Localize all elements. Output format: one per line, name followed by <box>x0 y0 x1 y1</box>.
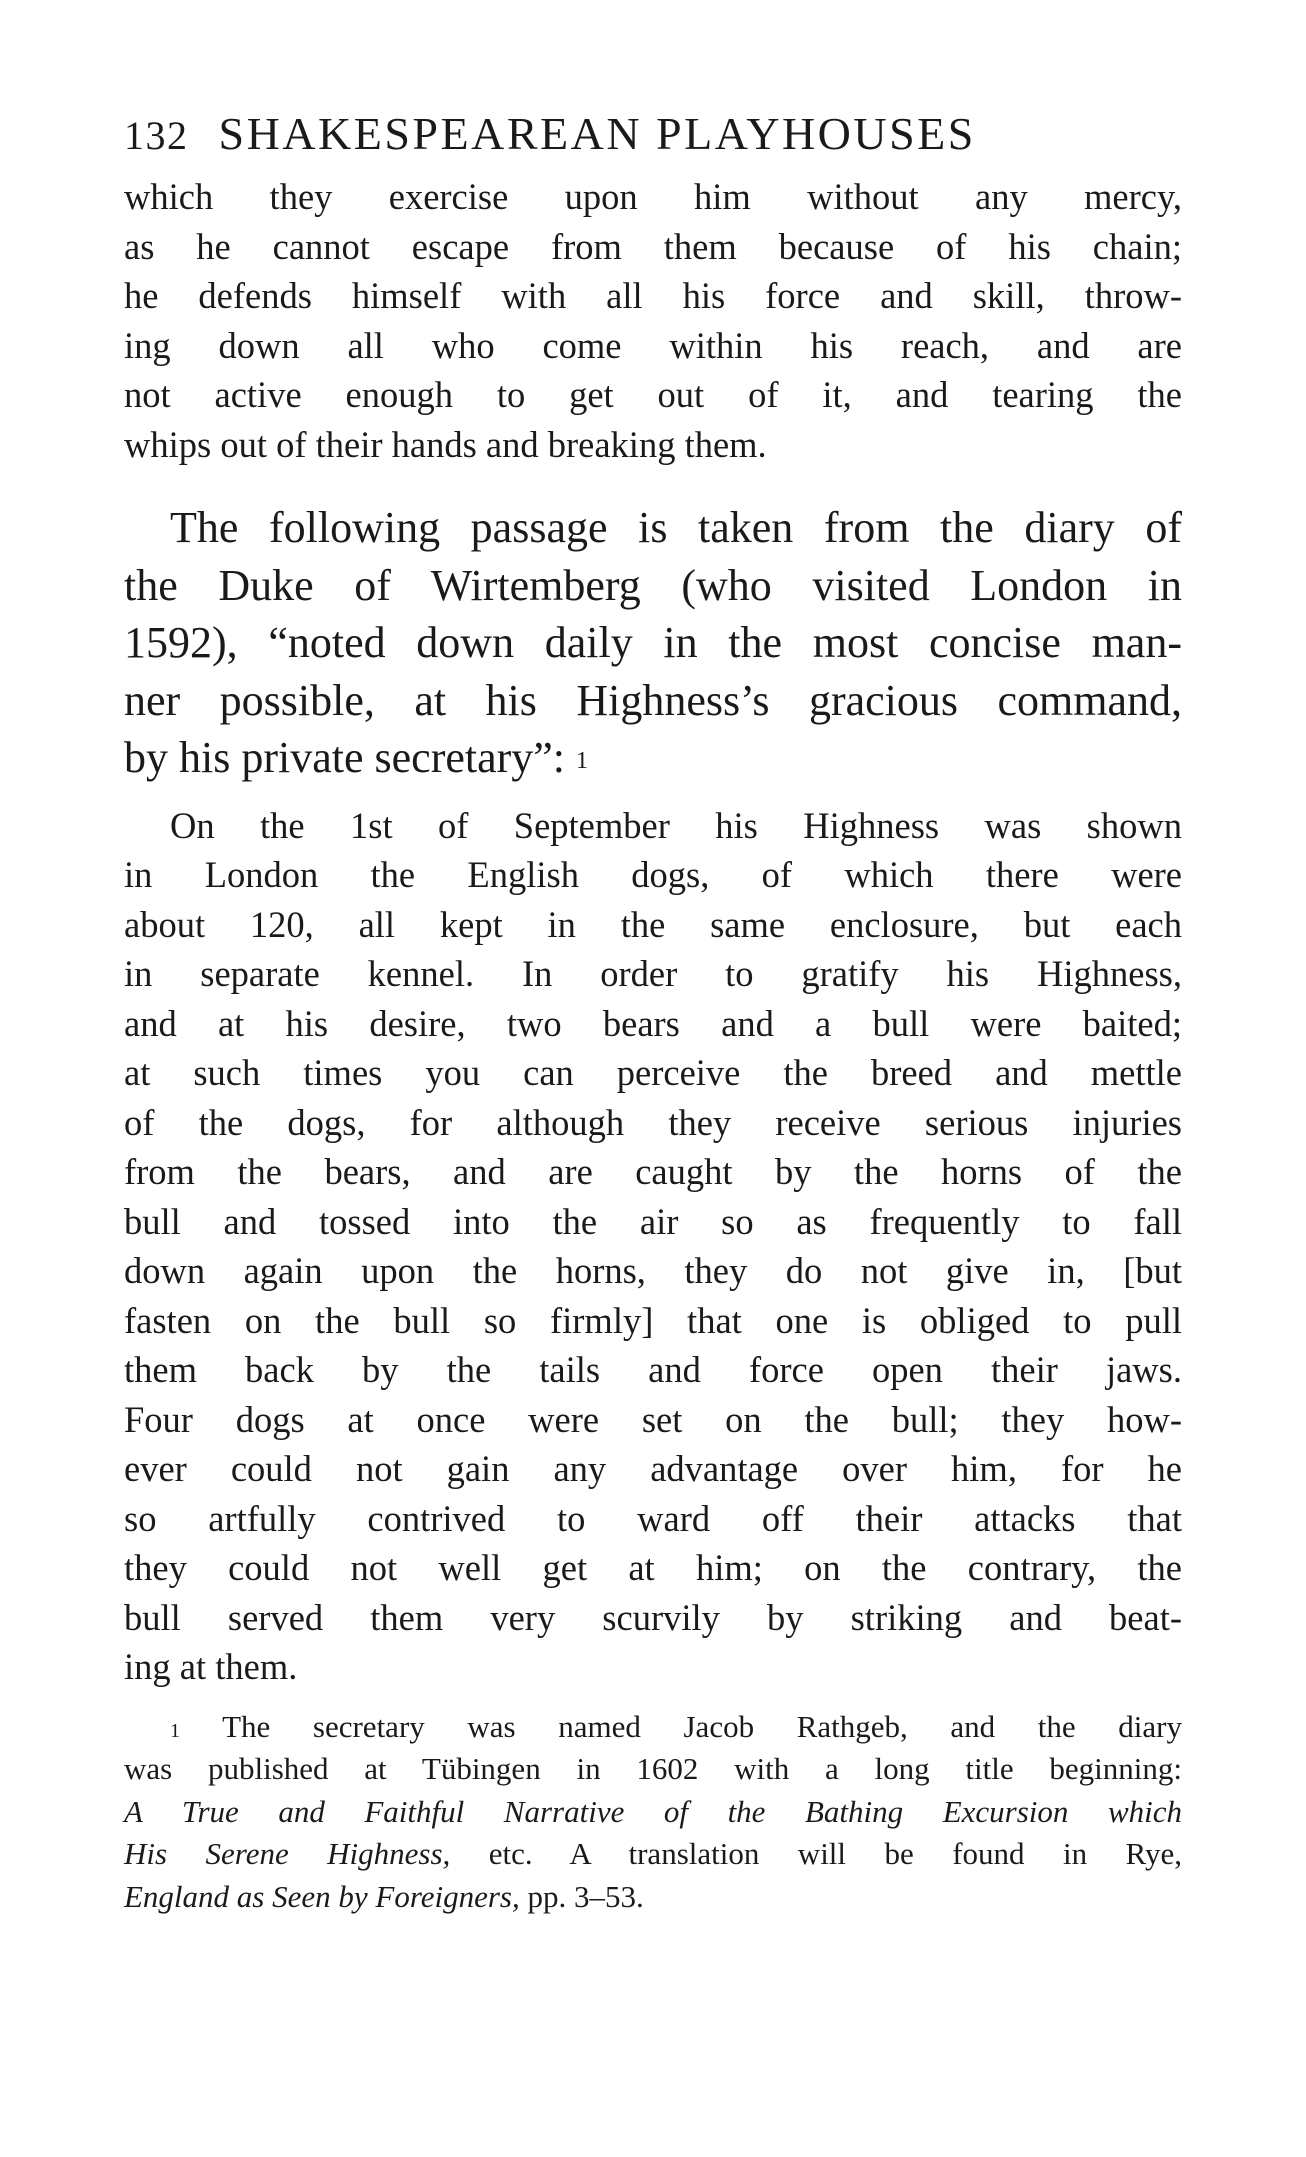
text-line: the Duke of Wirtemberg (who visited London in <box>124 560 1182 610</box>
text-line: them back by the tails and force open their jaws. <box>124 1349 1182 1390</box>
text-line: 1592), “noted down daily in the most concise man- <box>124 618 1182 667</box>
text-line: ing at them. <box>124 1646 298 1687</box>
book-page <box>124 104 1182 1918</box>
footnote-line <box>124 1833 1182 1876</box>
text-line: The following passage is taken from the diary of <box>170 503 1182 552</box>
text-line: down again upon the horns, they do not give in, [but <box>124 1250 1182 1291</box>
footnote-line <box>124 1876 1182 1919</box>
text-line: On the 1st of September his Highness was shown <box>170 804 1182 846</box>
page-number: 132 <box>124 113 189 158</box>
text-line: about 120, all kept in the same enclosure, but each <box>124 903 1182 945</box>
footnote-text: pp. 3–53. <box>519 1878 644 1914</box>
text-line: by his private secretary”: <box>124 733 566 782</box>
text-line: and at his desire, two bears and a bull were baited; <box>124 1002 1182 1044</box>
text-line-with-note <box>124 729 1182 787</box>
text-line: ner possible, at his Highness’s gracious command, <box>124 675 1182 725</box>
footnote-text: etc. A translation will be found in Rye, <box>450 1836 1182 1871</box>
footnote-book-italic: England as Seen by Foreigners, <box>124 1878 520 1914</box>
footnote-marker: 1 <box>170 1719 180 1742</box>
text-line: in separate kennel. In order to gratify his Highness, <box>124 953 1182 994</box>
text-line: ever could not gain any advantage over him, for he <box>124 1448 1182 1489</box>
text-line: whips out of their hands and breaking them. <box>124 423 767 465</box>
text-line: as he cannot escape from them because of his chain; <box>124 225 1182 267</box>
text-line: fasten on the bull so firmly] that one is obliged to pull <box>124 1299 1182 1341</box>
text-line: not active enough to get out of it, and tearing the <box>124 374 1182 415</box>
text-line: bull and tossed into the air so as frequently to fall <box>124 1200 1182 1242</box>
text-line: Four dogs at once were set on the bull; they how- <box>124 1398 1182 1440</box>
quotation-bear-baiting <box>124 172 1182 469</box>
footnote-text: The secretary was named Jacob Rathgeb, and the diary <box>222 1708 1182 1744</box>
footnote-reference[interactable]: 1 <box>576 748 589 774</box>
footnote-title-italic: A True and Faithful Narrative of the Bathing Excursion which <box>124 1793 1182 1829</box>
text-line: he defends himself with all his force and skill, throw- <box>124 275 1182 316</box>
running-title: SHAKESPEAREAN PLAYHOUSES <box>218 108 976 159</box>
text-line: so artfully contrived to ward off their attacks that <box>124 1497 1182 1539</box>
footnote-line: was published at Tübingen in 1602 with a long title beginning: <box>124 1751 1182 1786</box>
footnote <box>124 1706 1182 1919</box>
body-paragraph <box>124 499 1182 787</box>
text-line: from the bears, and are caught by the horns of the <box>124 1151 1182 1192</box>
text-line: in London the English dogs, of which there were <box>124 854 1182 895</box>
text-line: which they exercise upon him without any mercy, <box>124 176 1182 217</box>
footnote-line <box>124 1706 1182 1749</box>
text-line: ing down all who come within his reach, and are <box>124 324 1182 366</box>
quotation-diary <box>124 801 1182 1692</box>
text-line: at such times you can perceive the breed and mettle <box>124 1052 1182 1093</box>
running-head <box>124 104 1182 166</box>
text-line: bull served them very scurvily by striking and beat- <box>124 1596 1182 1638</box>
text-line: of the dogs, for although they receive serious injuries <box>124 1101 1182 1143</box>
text-line: they could not well get at him; on the contrary, the <box>124 1547 1182 1588</box>
footnote-title-italic: His Serene Highness, <box>124 1836 451 1871</box>
